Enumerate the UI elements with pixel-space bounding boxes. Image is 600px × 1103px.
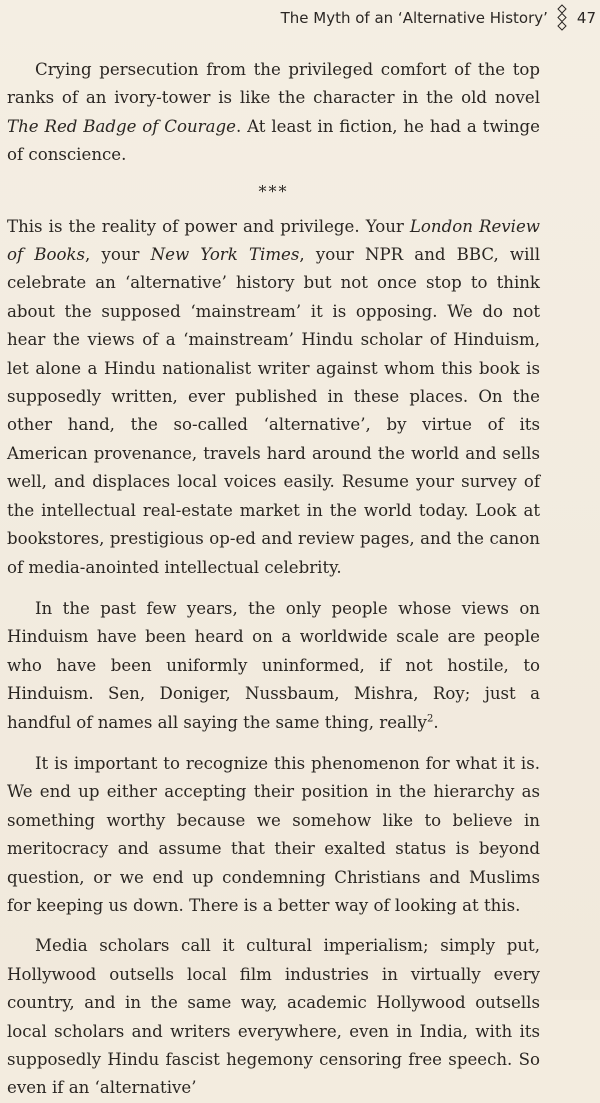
running-header	[280, 4, 596, 32]
page-number: 47	[576, 9, 596, 27]
section-separator: ***	[258, 181, 289, 201]
paragraph-3-text: In the past few years, the only people whose views on Hinduism have been heard on a worldwide scale are people who have been uniformly uninformed, if not hostile, to Hinduism. Sen, Doniger, Nussbaum, Mishra, Roy; just a handful of names all saying the same thing, really	[7, 598, 540, 732]
book-title: The Red Badge of Courage	[7, 116, 236, 136]
publication-name-nyt: New York Times	[150, 245, 300, 265]
paragraph-3-end: .	[433, 712, 439, 732]
paragraph-1-text-end: . At least in fiction, he had a twinge of conscience.	[7, 116, 540, 165]
paragraph-4: It is important to recognize this phenomenon for what it is. We end up either accepting their position in the hierarchy as something worthy because we somehow like to believe in meritocracy and assume that their exalted status is beyond question, or we end up condemning Christians and Muslims for keeping us down. There is a better way of looking at this.	[7, 753, 540, 915]
paragraph-2-text-end: , your NPR and BBC, will celebrate an ‘alternative’ history but not once stop to think about the supposed ‘mainstream’ it is opposing. We do not hear the views of a ‘mainstream’ Hindu scholar of Hinduism, let alone a Hindu nationalist writer against whom this book is supposedly written, ever published in these places. On the other hand, the so-called ‘alternative’, by virtue of its American provenance, travels hard around the world and sells well, and displaces local voices easily. Resume your survey of the intellectual real-estate market in the world today. Look at bookstores, prestigious op-ed and review pages, and the canon of media-anointed intellectual celebrity.	[7, 245, 541, 577]
running-title: The Myth of an ‘Alternative History’	[280, 9, 548, 27]
footnote-marker[interactable]: 2	[426, 713, 434, 724]
paragraph-5: Media scholars call it cultural imperialism; simply put, Hollywood outsells local film industries in virtually every country, and in the same way, academic Hollywood outsells local scholars and writers everywhere, even in India, with its supposedly Hindu fascist hegemony censoring free speech. So even if an ‘alternative’	[7, 936, 540, 1098]
publication-name-lrb: London Review of Books	[7, 216, 540, 265]
diamond-chain-icon	[556, 4, 568, 32]
paragraph-1-text-start: Crying persecution from the privileged comfort of the top ranks of an ivory-tower is like the character in the old novel	[7, 60, 540, 108]
paragraph-2	[7, 213, 540, 582]
paragraph-3	[7, 595, 540, 737]
paragraph-2-text-mid: , your	[85, 245, 151, 265]
body-text	[7, 56, 540, 1103]
paragraph-1	[7, 56, 540, 170]
paragraph-2-text-start: This is the reality of power and privilege. Your	[7, 216, 410, 236]
